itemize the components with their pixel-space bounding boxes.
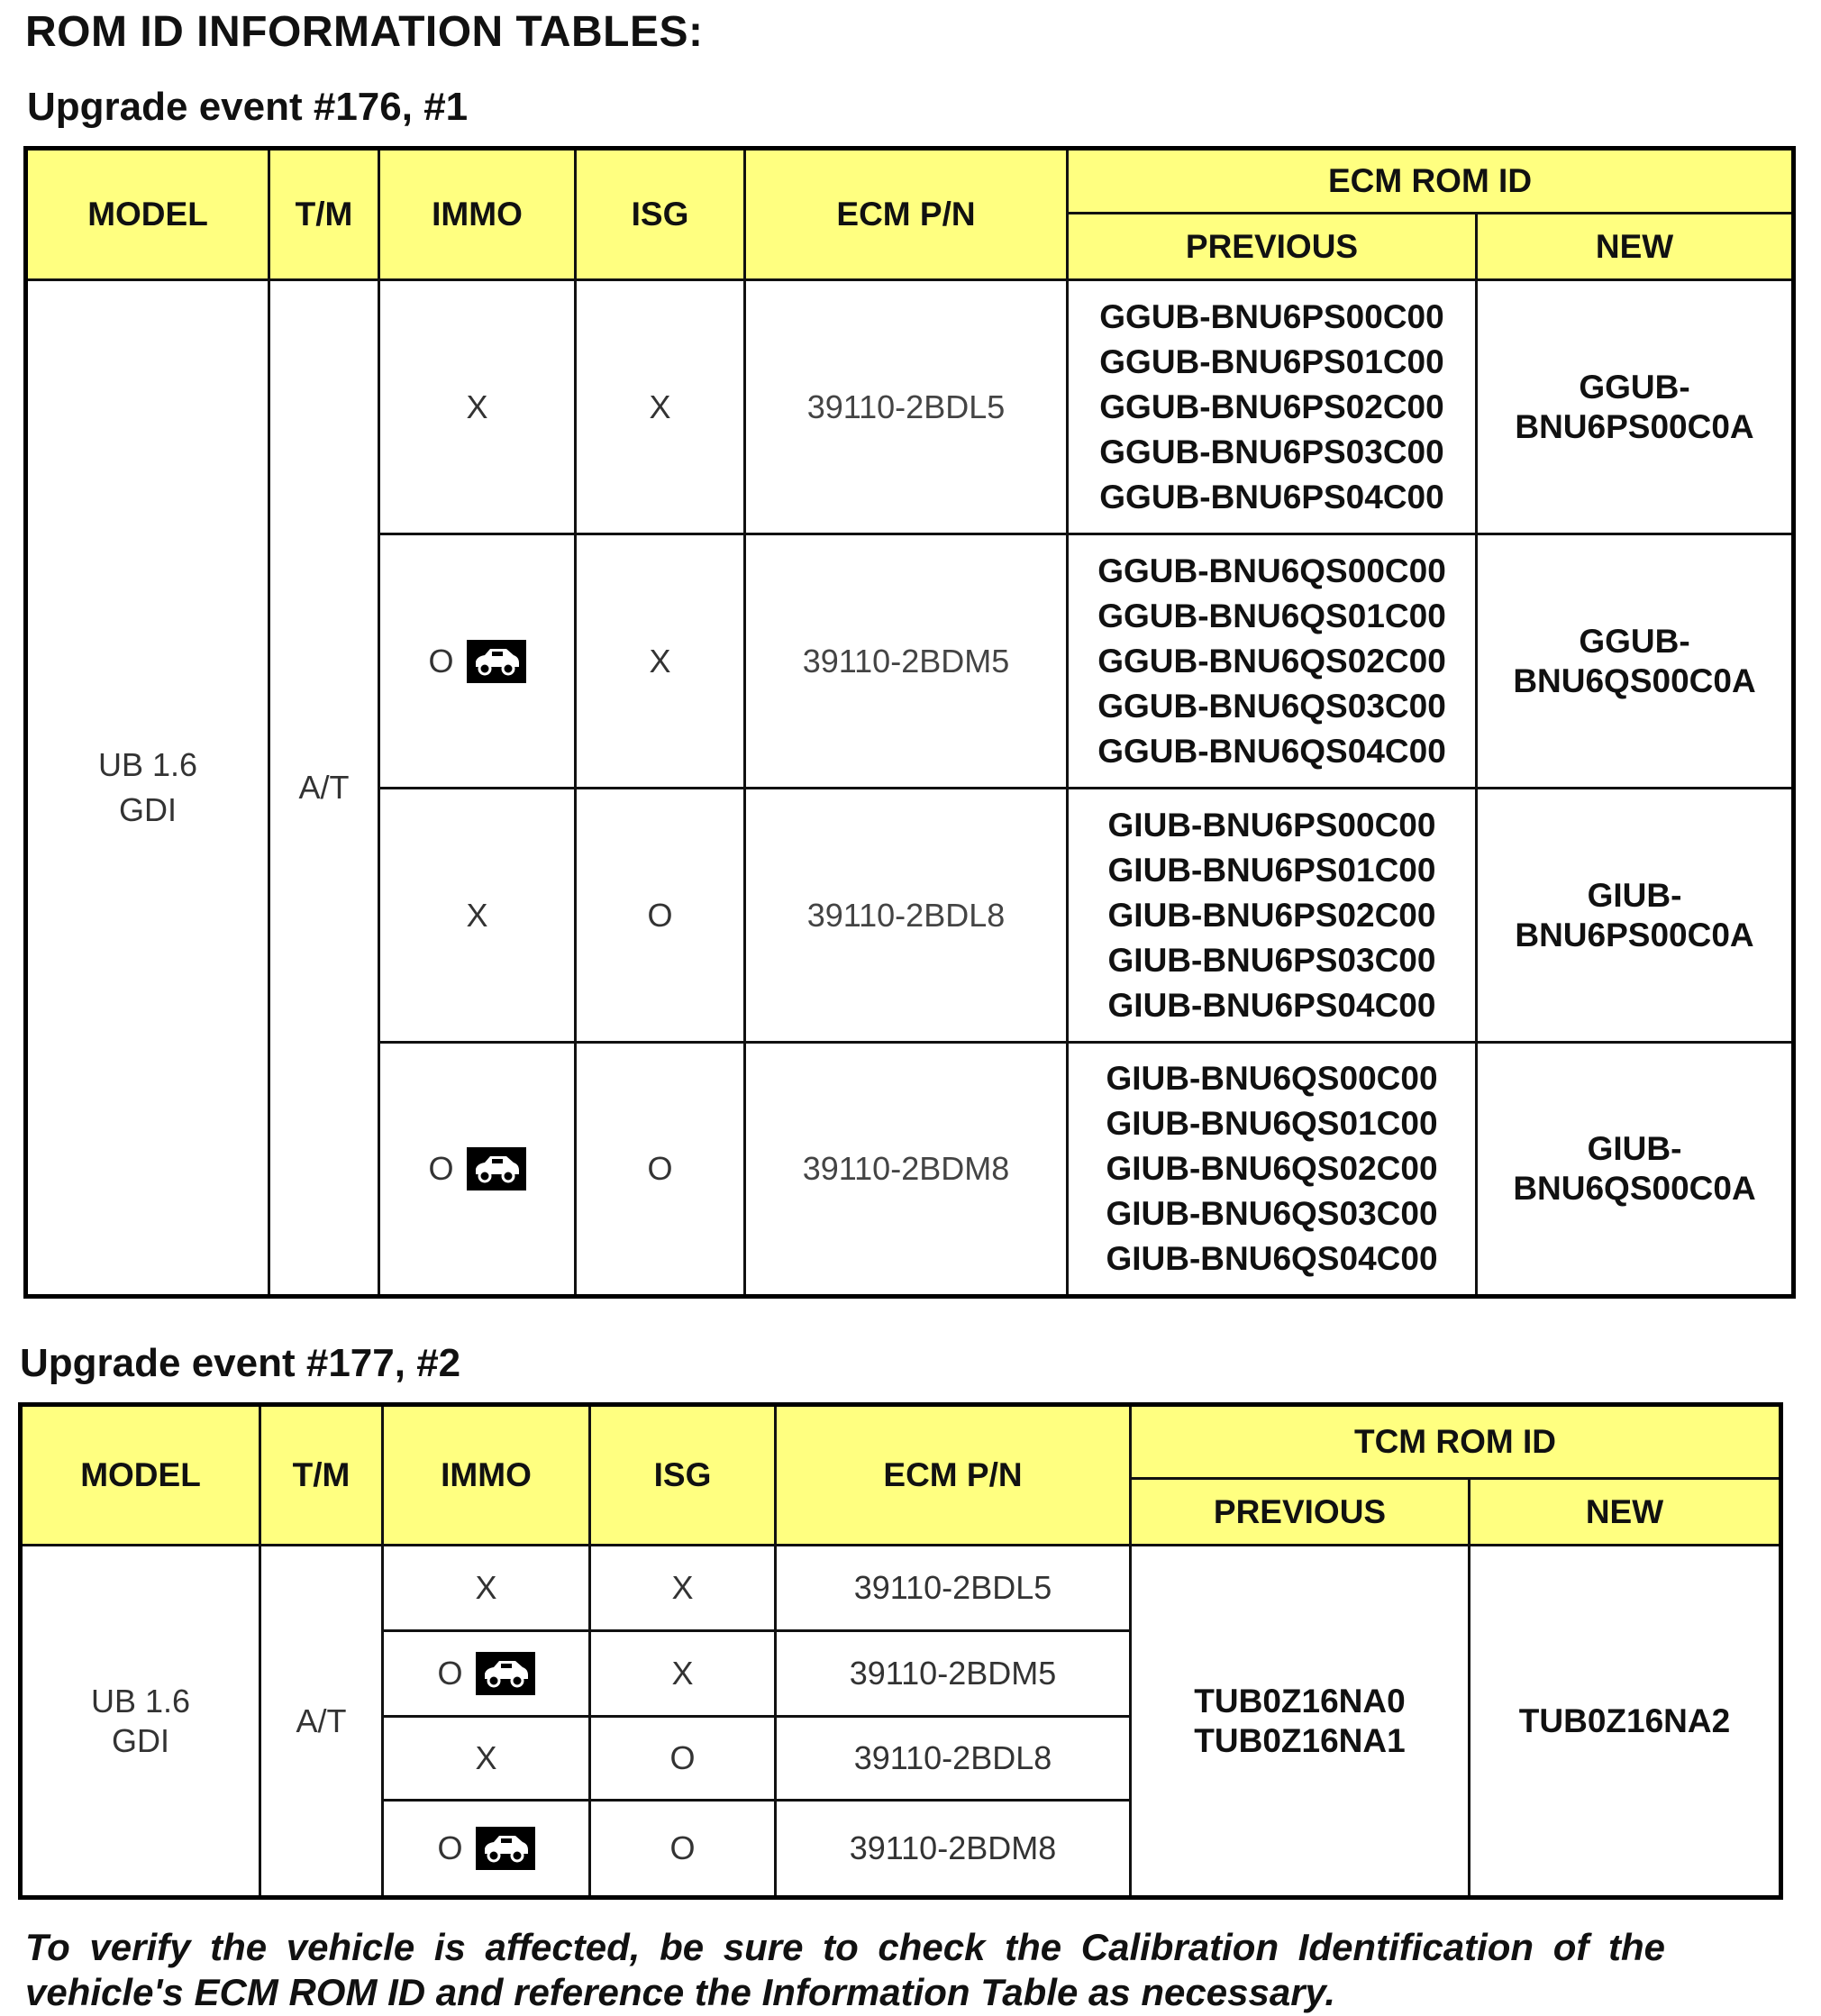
isg-cell: O bbox=[576, 789, 745, 1043]
isg-cell: X bbox=[576, 534, 745, 789]
header-immo: IMMO bbox=[379, 149, 576, 280]
header-ecm-pn: ECM P/N bbox=[745, 149, 1068, 280]
immo-cell bbox=[379, 534, 576, 789]
header-model: MODEL bbox=[26, 149, 269, 280]
previous-rom-id: GIUB-BNU6QS03C00 bbox=[1106, 1195, 1438, 1232]
model-line-1: UB 1.6 bbox=[97, 746, 198, 783]
page-title: ROM ID INFORMATION TABLES: bbox=[25, 8, 704, 56]
previous-rom-id-cell bbox=[1068, 1043, 1477, 1297]
new-rom-id-cell bbox=[1477, 280, 1794, 534]
verification-note bbox=[25, 1925, 1665, 2015]
previous-rom-id: GGUB-BNU6PS03C00 bbox=[1099, 433, 1444, 470]
tm-cell: A/T bbox=[269, 280, 379, 1297]
smart-key-car-icon bbox=[467, 1147, 526, 1190]
previous-rom-id-cell bbox=[1068, 534, 1477, 789]
new-tcm-rom-id-cell bbox=[1470, 1546, 1781, 1898]
isg-cell: X bbox=[590, 1546, 776, 1631]
previous-rom-id: TUB0Z16NA1 bbox=[1194, 1721, 1406, 1759]
header-previous: PREVIOUS bbox=[1068, 214, 1477, 280]
smart-key-car-icon bbox=[467, 640, 526, 683]
ecm-pn-cell: 39110-2BDM8 bbox=[776, 1801, 1131, 1898]
header-isg: ISG bbox=[576, 149, 745, 280]
isg-cell: O bbox=[590, 1801, 776, 1898]
smart-key-car-icon bbox=[476, 1652, 535, 1695]
header-tcm-rom-id: TCM ROM ID bbox=[1131, 1405, 1781, 1479]
immo-cell bbox=[379, 789, 576, 1043]
smart-key-car-icon bbox=[476, 1827, 535, 1870]
previous-rom-id: GIUB-BNU6PS01C00 bbox=[1107, 851, 1436, 889]
new-rom-id-line-2: BNU6QS00C0A bbox=[1513, 661, 1756, 699]
header-tm: T/M bbox=[269, 149, 379, 280]
new-rom-id-line-2: BNU6PS00C0A bbox=[1515, 407, 1754, 445]
ecm-pn-cell: 39110-2BDM5 bbox=[776, 1631, 1131, 1717]
new-rom-id-line-2: BNU6PS00C0A bbox=[1515, 916, 1754, 953]
previous-rom-id: GGUB-BNU6PS02C00 bbox=[1099, 388, 1444, 425]
tcm-rom-id-table bbox=[18, 1402, 1783, 1900]
ecm-pn-cell: 39110-2BDM5 bbox=[745, 534, 1068, 789]
previous-rom-id: GGUB-BNU6QS03C00 bbox=[1097, 687, 1446, 725]
previous-rom-id: GGUB-BNU6PS04C00 bbox=[1099, 478, 1444, 515]
header-isg: ISG bbox=[590, 1405, 776, 1546]
immo-value: X bbox=[466, 896, 488, 934]
previous-rom-id: GGUB-BNU6QS01C00 bbox=[1097, 597, 1446, 634]
previous-rom-id: GGUB-BNU6QS00C00 bbox=[1097, 552, 1446, 589]
immo-value: O bbox=[428, 642, 454, 680]
model-line-1: UB 1.6 bbox=[90, 1682, 191, 1720]
new-rom-id-line-1: GGUB- bbox=[1579, 622, 1690, 660]
header-ecm-rom-id: ECM ROM ID bbox=[1068, 149, 1794, 214]
previous-rom-id: GGUB-BNU6QS04C00 bbox=[1097, 732, 1446, 770]
ecm-pn-cell: 39110-2BDL8 bbox=[745, 789, 1068, 1043]
header-model: MODEL bbox=[21, 1405, 260, 1546]
header-immo: IMMO bbox=[383, 1405, 590, 1546]
model-cell bbox=[21, 1546, 260, 1898]
header-previous: PREVIOUS bbox=[1131, 1479, 1470, 1546]
model-cell bbox=[26, 280, 269, 1297]
previous-rom-id: GIUB-BNU6PS02C00 bbox=[1107, 896, 1436, 934]
ecm-pn-cell: 39110-2BDL5 bbox=[776, 1546, 1131, 1631]
new-rom-id-cell bbox=[1477, 789, 1794, 1043]
ecm-pn-cell: 39110-2BDL5 bbox=[745, 280, 1068, 534]
note-line-1: To verify the vehicle is affected, be sure to check the Calibration Identification of the bbox=[25, 1926, 1665, 1968]
immo-value: O bbox=[437, 1829, 463, 1866]
previous-rom-id: GIUB-BNU6PS03C00 bbox=[1107, 941, 1436, 979]
new-rom-id-cell bbox=[1477, 1043, 1794, 1297]
new-rom-id-cell bbox=[1477, 534, 1794, 789]
ecm-rom-id-table bbox=[23, 146, 1796, 1299]
previous-rom-id: GIUB-BNU6QS04C00 bbox=[1106, 1240, 1438, 1277]
new-rom-id-line-1: GGUB- bbox=[1579, 368, 1690, 406]
ecm-pn-cell: 39110-2BDM8 bbox=[745, 1043, 1068, 1297]
header-ecm-pn: ECM P/N bbox=[776, 1405, 1131, 1546]
table2-heading: Upgrade event #177, #2 bbox=[20, 1341, 461, 1385]
header-new: NEW bbox=[1477, 214, 1794, 280]
previous-rom-id-cell bbox=[1068, 280, 1477, 534]
previous-tcm-rom-id-cell bbox=[1131, 1546, 1470, 1898]
previous-rom-id: GGUB-BNU6PS01C00 bbox=[1099, 342, 1444, 380]
immo-value: O bbox=[428, 1150, 454, 1187]
table1-heading: Upgrade event #176, #1 bbox=[27, 85, 469, 129]
model-line-2: GDI bbox=[118, 791, 177, 828]
tm-cell: A/T bbox=[260, 1546, 383, 1898]
previous-rom-id: TUB0Z16NA0 bbox=[1194, 1682, 1406, 1720]
isg-cell: O bbox=[590, 1717, 776, 1801]
previous-rom-id: GGUB-BNU6PS00C00 bbox=[1099, 297, 1444, 335]
header-tm: T/M bbox=[260, 1405, 383, 1546]
new-rom-id-line-1: GIUB- bbox=[1587, 1130, 1682, 1167]
immo-cell bbox=[379, 280, 576, 534]
isg-cell: X bbox=[590, 1631, 776, 1717]
header-new: NEW bbox=[1470, 1479, 1781, 1546]
isg-cell: X bbox=[576, 280, 745, 534]
immo-cell bbox=[379, 1043, 576, 1297]
previous-rom-id: GIUB-BNU6QS00C00 bbox=[1106, 1060, 1438, 1097]
previous-rom-id-cell bbox=[1068, 789, 1477, 1043]
previous-rom-id: GIUB-BNU6QS02C00 bbox=[1106, 1150, 1438, 1187]
new-rom-id-line-2: BNU6QS00C0A bbox=[1513, 1170, 1756, 1207]
immo-cell bbox=[383, 1801, 590, 1898]
new-rom-id-line-1: GIUB- bbox=[1587, 876, 1682, 914]
immo-value: O bbox=[437, 1655, 463, 1692]
immo-value: X bbox=[475, 1739, 497, 1776]
note-line-2: vehicle's ECM ROM ID and reference the Information Table as necessary. bbox=[25, 1971, 1336, 2013]
previous-rom-id: GIUB-BNU6PS00C00 bbox=[1107, 806, 1436, 844]
immo-value: X bbox=[475, 1569, 497, 1606]
new-rom-id: TUB0Z16NA2 bbox=[1518, 1701, 1731, 1739]
immo-cell bbox=[383, 1546, 590, 1631]
previous-rom-id: GGUB-BNU6QS02C00 bbox=[1097, 642, 1446, 680]
isg-cell: O bbox=[576, 1043, 745, 1297]
immo-value: X bbox=[466, 388, 488, 425]
ecm-pn-cell: 39110-2BDL8 bbox=[776, 1717, 1131, 1801]
model-line-2: GDI bbox=[111, 1721, 169, 1759]
immo-cell bbox=[383, 1631, 590, 1717]
immo-cell bbox=[383, 1717, 590, 1801]
previous-rom-id: GIUB-BNU6QS01C00 bbox=[1106, 1105, 1438, 1142]
previous-rom-id: GIUB-BNU6PS04C00 bbox=[1107, 986, 1436, 1024]
